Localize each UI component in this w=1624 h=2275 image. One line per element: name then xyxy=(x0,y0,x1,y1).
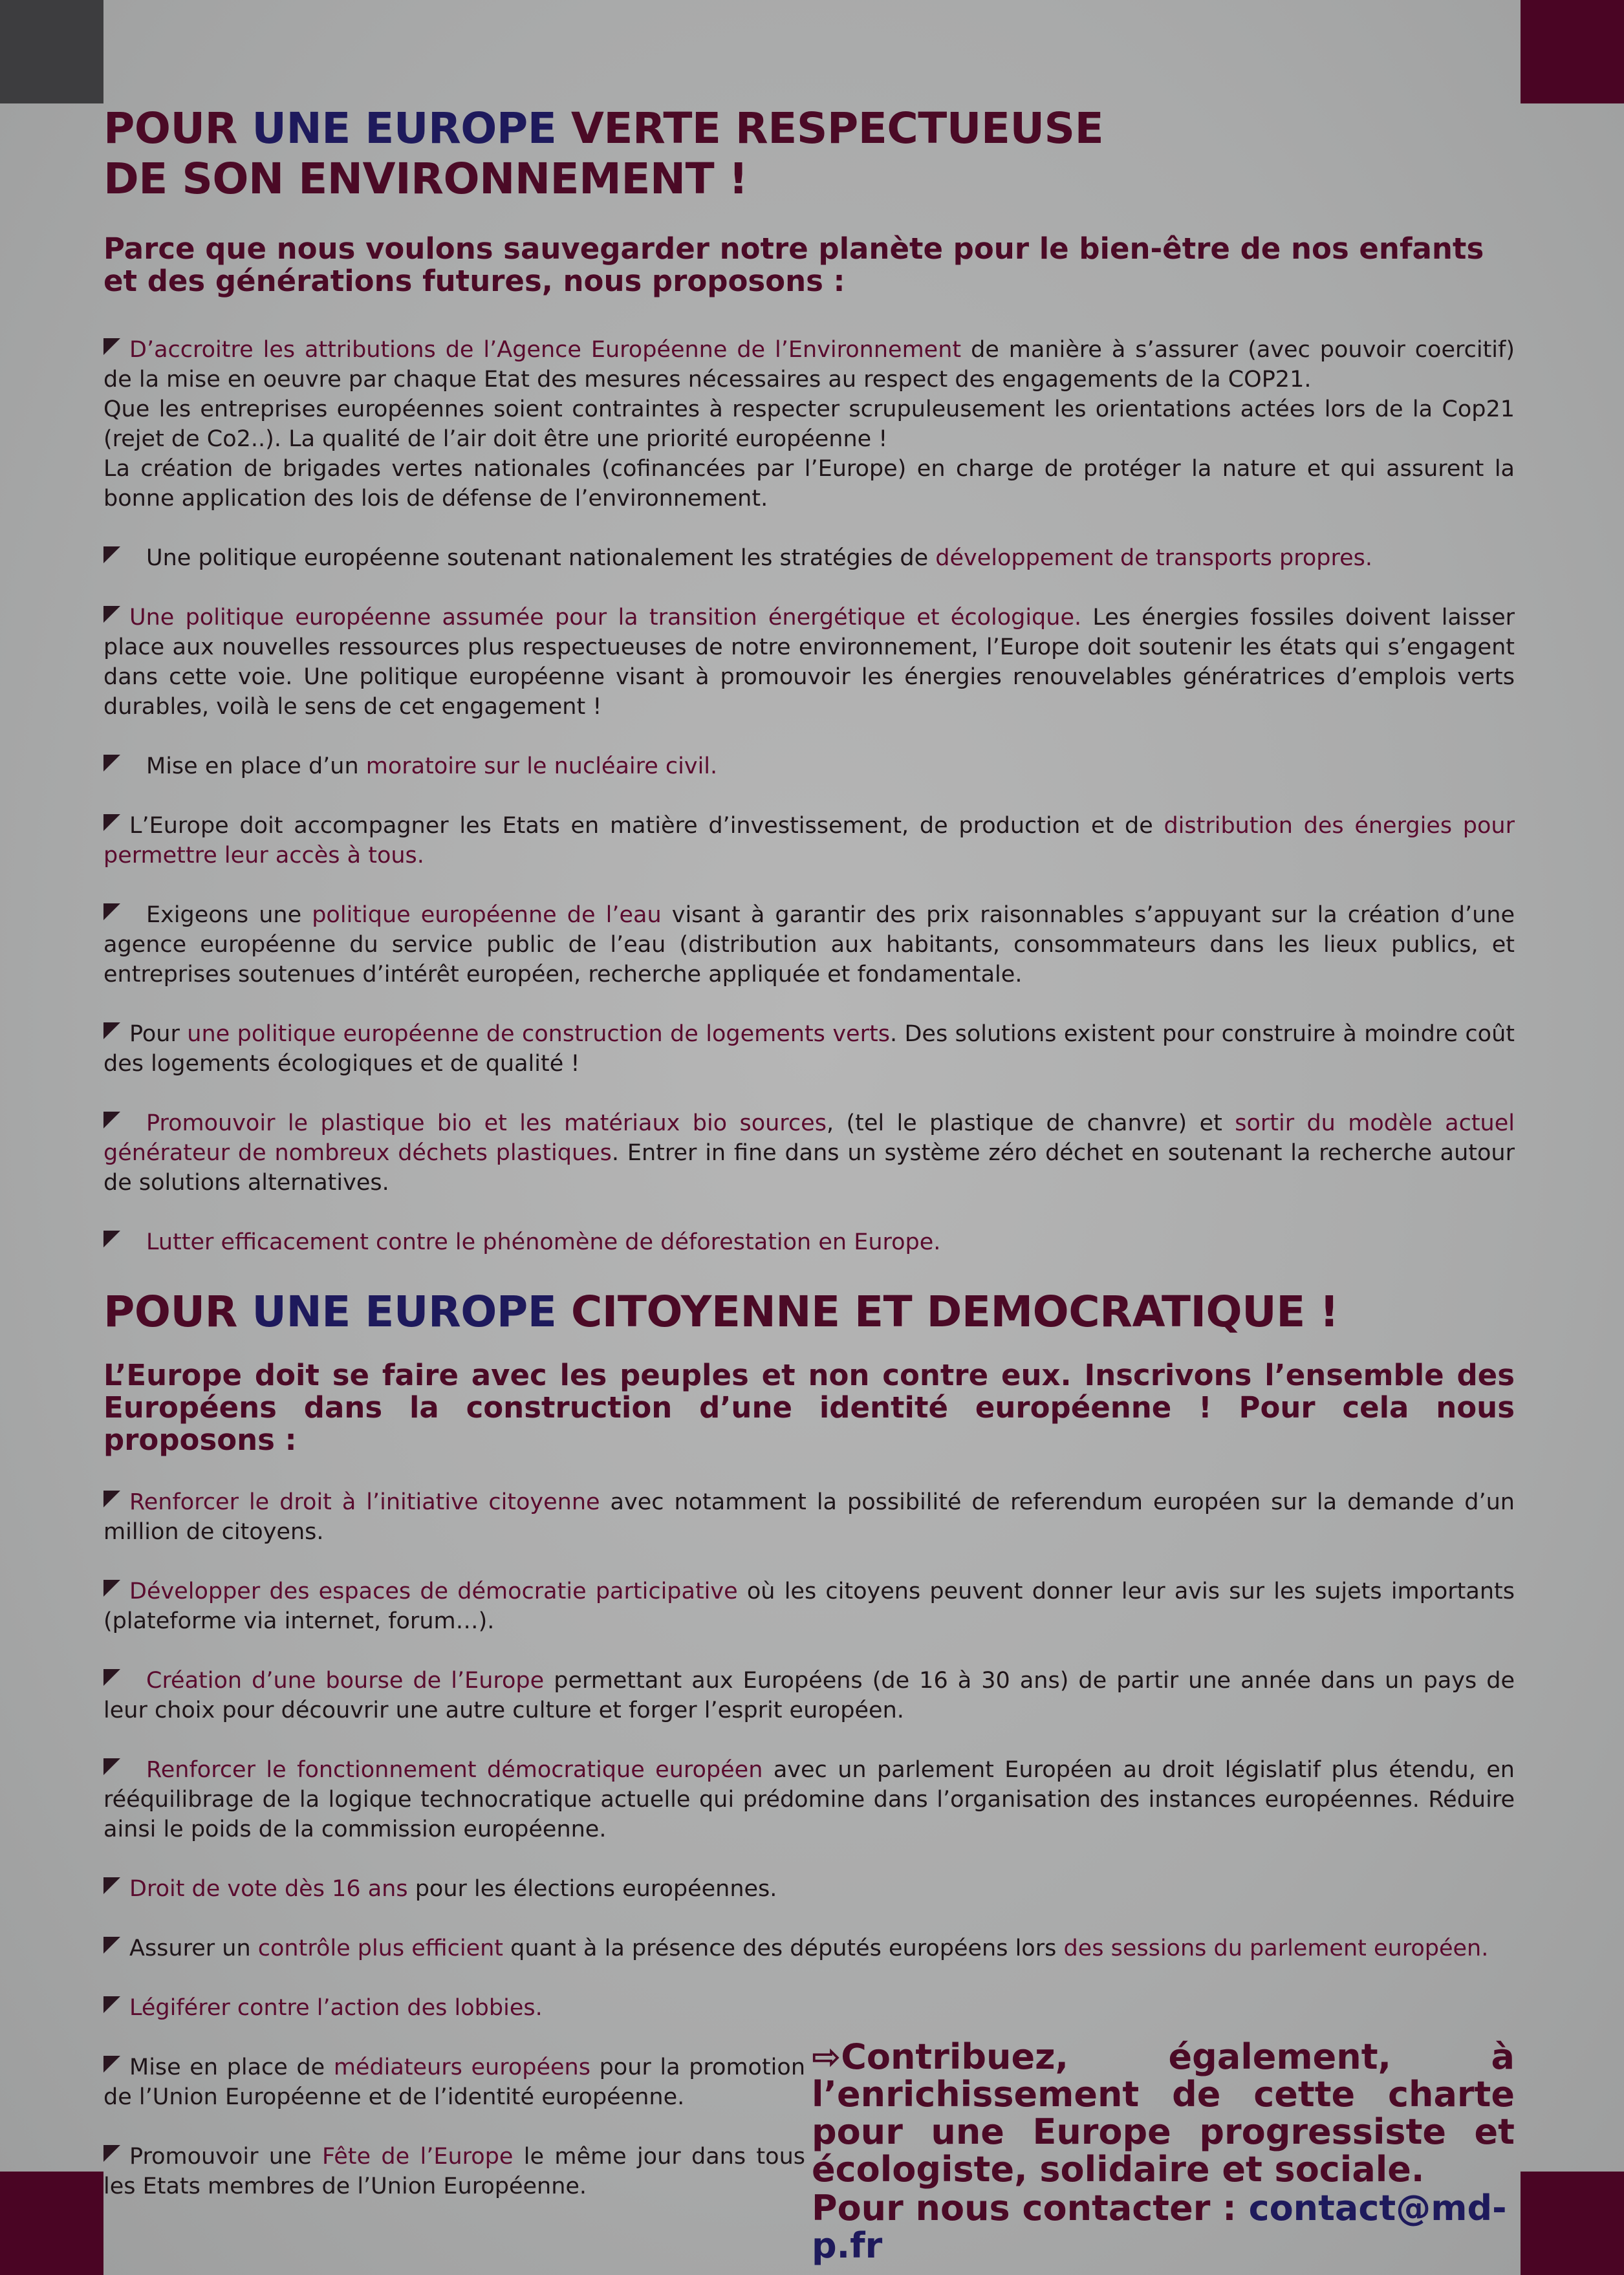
proposal-item: Création d’une bourse de l’Europe permettant aux Européens (de 16 à 30 ans) de partir une année dans un pays de leur choix pour découvrir une autre culture et forger l’esprit européen. xyxy=(103,1668,1515,1723)
proposal-item: Mise en place de médiateurs européens pour la promotion de l’Union Européenne et de l’identité européenne. xyxy=(103,2054,806,2110)
section2-lead: L’Europe doit se faire avec les peuples et non contre eux. Inscrivons l’ensemble des Européens dans la construction d’une identité européenne ! Pour cela nous proposons : xyxy=(103,1358,1515,1457)
bottom-area xyxy=(103,1993,1515,2266)
charter-page xyxy=(103,103,1515,2266)
proposal-item: L’Europe doit accompagner les Etats en matière d’investissement, de production et de distribution des énergies pour permettre leur accès à tous. xyxy=(103,813,1515,868)
proposal-item: Une politique européenne soutenant nationalement les stratégies de développement de transports propres. xyxy=(103,543,1515,573)
bullet-triangle-icon xyxy=(103,1937,120,1954)
bullet-triangle-icon xyxy=(103,1580,120,1597)
bullet-triangle-icon xyxy=(103,2145,120,2162)
arrow-right-icon: ⇨ xyxy=(812,2036,841,2077)
corner-decoration-top-right xyxy=(1521,0,1624,103)
section1-title-part: DE SON ENVIRONNEMENT ! xyxy=(103,154,748,204)
bullet-triangle-icon xyxy=(103,1669,120,1686)
proposal-item: Pour une politique européenne de construction de logements verts. Des solutions existent pour construire à moindre coût des logements écologiques et de qualité ! xyxy=(103,1021,1515,1077)
corner-decoration-top-left xyxy=(0,0,103,103)
bullet-triangle-icon xyxy=(103,1112,120,1128)
bullet-triangle-icon xyxy=(103,338,120,355)
bullet-triangle-icon xyxy=(103,903,120,920)
section2-title-europe: UNE EUROPE xyxy=(252,1287,557,1337)
bullet-triangle-icon xyxy=(103,1491,120,1507)
corner-decoration-bottom-right xyxy=(1521,2172,1624,2275)
bullet-triangle-icon xyxy=(103,814,120,831)
proposal-item: Assurer un contrôle plus efficient quant à la présence des députés européens lors des sessions du parlement européen. xyxy=(103,1934,1515,1963)
section1-title-europe: UNE EUROPE xyxy=(252,103,557,153)
section1-title-part: POUR xyxy=(103,103,252,153)
proposal-item: Légiférer contre l’action des lobbies. xyxy=(103,1993,805,2023)
section2-title xyxy=(103,1287,1515,1337)
contact-email-link[interactable]: contact@md-p.fr xyxy=(812,2188,1507,2266)
bullet-triangle-icon xyxy=(103,546,120,563)
call-to-action xyxy=(812,2038,1515,2265)
section2-title-part: CITOYENNE ET DEMOCRATIQUE ! xyxy=(556,1287,1339,1337)
proposal-item: Renforcer le droit à l’initiative citoyenne avec notamment la possibilité de referendum européen sur la demande d’un million de citoyens. xyxy=(103,1489,1515,1545)
bullet-triangle-icon xyxy=(103,1758,120,1775)
section1-title-part: VERTE RESPECTUEUSE xyxy=(556,103,1104,153)
bullet-triangle-icon xyxy=(103,1022,120,1039)
proposal-item: Lutter efficacement contre le phénomène de déforestation en Europe. xyxy=(103,1227,1515,1257)
corner-decoration-bottom-left xyxy=(0,2172,103,2275)
proposal-item: Une politique européenne assumée pour la transition énergétique et écologique. Les énergies fossiles doivent laisser place aux nouvelles ressources plus respectueuses de notre environnement, l’Europe doit soutenir les états qui s’engagent dans cette voie. Une politique européenne visant à promouvoir les énergies renouvelables génératrices d’emplois verts durables, voilà le sens de cet engagement ! xyxy=(103,605,1515,720)
bullet-triangle-icon xyxy=(103,606,120,623)
bullet-triangle-icon xyxy=(103,2056,120,2073)
bullet-triangle-icon xyxy=(103,1996,120,2013)
proposal-item: Droit de vote dès 16 ans pour les élections européennes. xyxy=(103,1874,1515,1904)
section2-title-part: POUR xyxy=(103,1287,252,1337)
section1-title xyxy=(103,103,1515,204)
proposal-item: Exigeons une politique européenne de l’eau visant à garantir des prix raisonnables s’appuyant sur la création d’une agence européenne du service public de l’eau (distribution aux habitants, consommateurs dans les lieux publics, et entreprises soutenues d’intérêt européen, recherche appliquée et fondamentale. xyxy=(103,902,1515,987)
section1-lead: Parce que nous voulons sauvegarder notre planète pour le bien-être de nos enfants et des générations futures, nous proposons : xyxy=(103,232,1484,298)
proposal-item: Promouvoir une Fête de l’Europe le même jour dans tous les Etats membres de l’Union Européenne. xyxy=(103,2144,805,2199)
proposal-item: Promouvoir le plastique bio et les matériaux bio sources, (tel le plastique de chanvre) et sortir du modèle actuel générateur de nombreux déchets plastiques. Entrer in fine dans un système zéro déchet en soutenant la recherche autour de solutions alternatives. xyxy=(103,1110,1515,1196)
bullet-triangle-icon xyxy=(103,1231,120,1247)
bottom-left-column xyxy=(103,1993,805,2201)
proposal-item: Renforcer le fonctionnement démocratique européen avec un parlement Européen au droit législatif plus étendu, en rééquilibrage de la logique technocratique actuelle qui prédomine dans l’organisation des instances européennes. Réduire ainsi le poids de la commission européenne. xyxy=(103,1757,1515,1842)
proposal-item: Développer des espaces de démocratie participative où les citoyens peuvent donner leur avis sur les sujets importants (plateforme via internet, forum…). xyxy=(103,1579,1515,1634)
bullet-triangle-icon xyxy=(103,755,120,771)
contact-line: Pour nous contacter : contact@md-p.fr xyxy=(812,2188,1507,2266)
bullet-triangle-icon xyxy=(103,1877,120,1894)
cta-text: ⇨Contribuez, également, à l’enrichissement de cette charte pour une Europe progressiste et écologiste, solidaire et sociale. xyxy=(812,2036,1515,2190)
proposal-item: D’accroitre les attributions de l’Agence Européenne de l’Environnement de manière à s’assurer (avec pouvoir coercitif) de la mise en oeuvre par chaque Etat des mesures nécessaires au respect des engagements de la COP21. Que les entreprises européennes soient contraintes à respecter scrupuleusement les orientations actées lors de la Cop21 (rejet de Co2..). La qualité de l’air doit être une priorité européenne ! La création de brigades vertes nationales (cofinancées par l’Europe) en charge de protéger la nature et qui assurent la bonne application des lois de défense de l’environnement. xyxy=(103,337,1515,512)
proposal-item: Mise en place d’un moratoire sur le nucléaire civil. xyxy=(103,751,1515,781)
